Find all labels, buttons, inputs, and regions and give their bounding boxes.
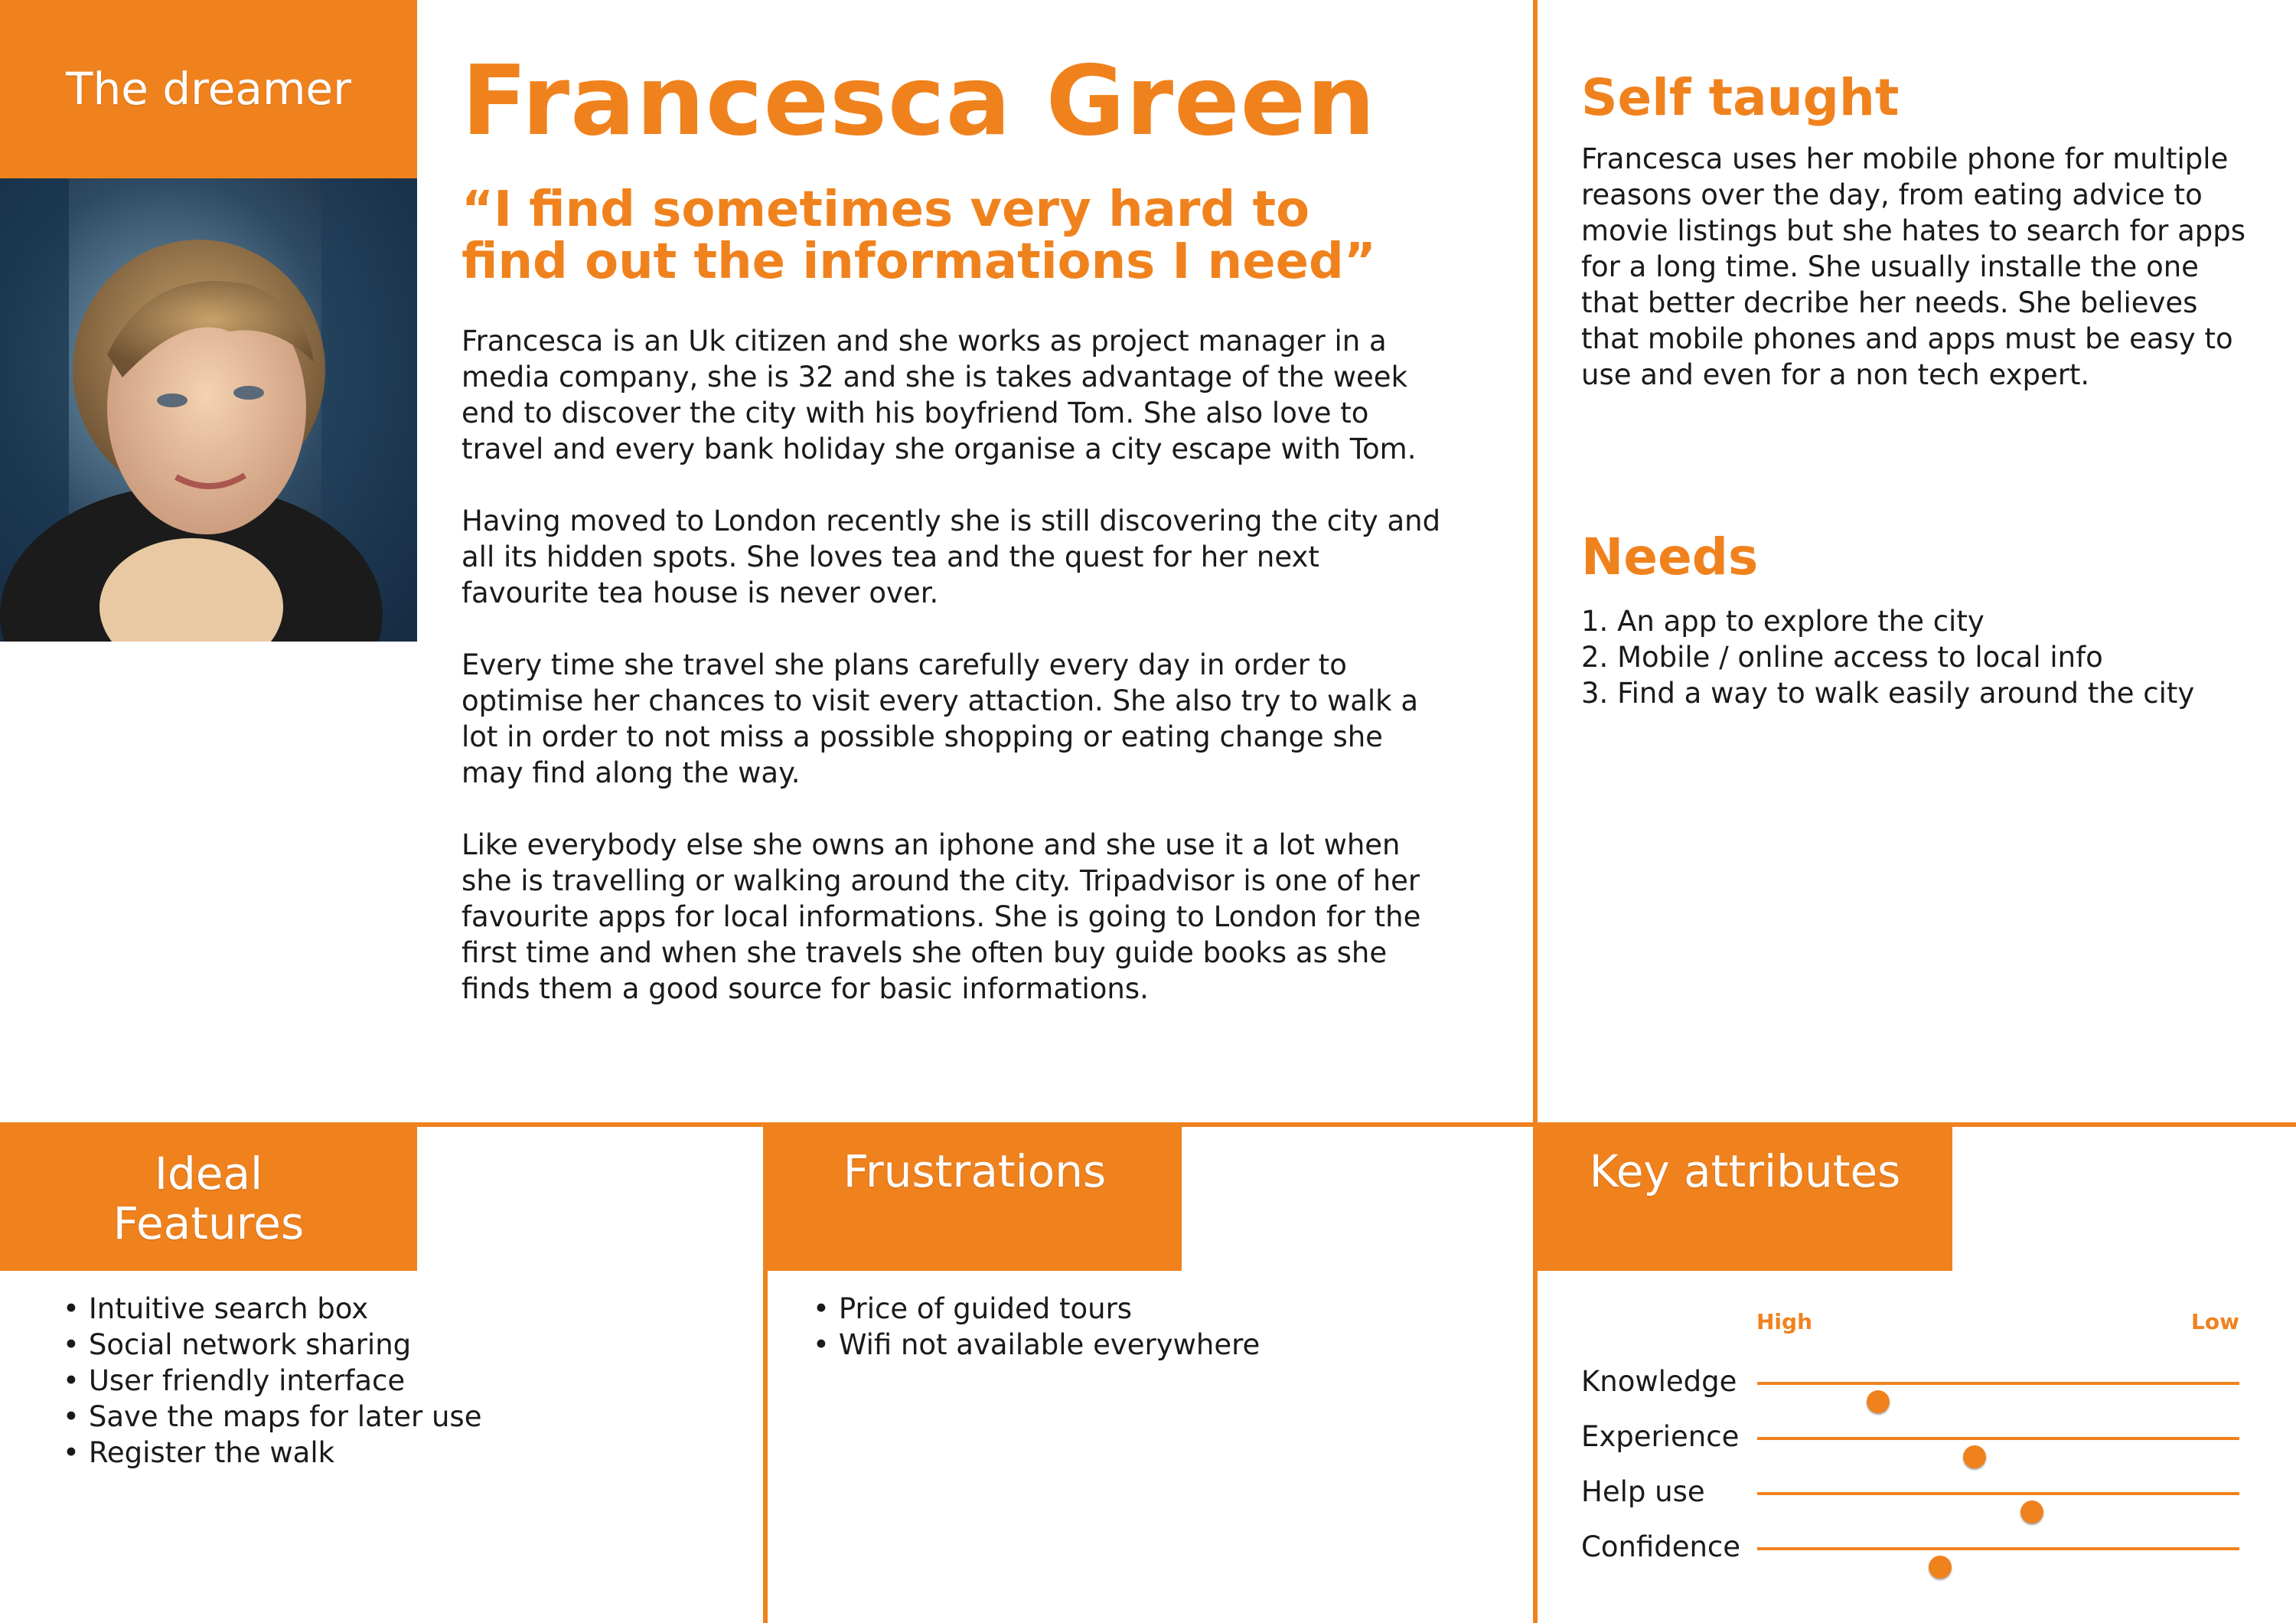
- attribute-label: Experience: [1581, 1420, 1740, 1453]
- bio-paragraph: Like everybody else she owns an iphone and she use it a lot when she is travelling or walking around the city. Tripadvisor is one of her favourite apps for local informations. She is going to London for the first time and when she travels she often buy guide books as she finds them a good source for basic informations.: [461, 828, 1421, 1005]
- ideal-feature-item: • User friendly interface: [63, 1363, 752, 1399]
- attribute-row-experience: [1581, 1418, 2239, 1456]
- persona-photo: [0, 178, 417, 642]
- ideal-feature-item: • Intuitive search box: [63, 1291, 752, 1327]
- ideal-feature-item: • Social network sharing: [63, 1327, 752, 1363]
- persona-quote: “I find sometimes very hard to find out the informations I need”: [461, 181, 1376, 290]
- attribute-knob: [1963, 1445, 1986, 1468]
- scale-high-label: High: [1756, 1309, 1813, 1334]
- attribute-track: [1757, 1382, 2239, 1385]
- attribute-track: [1757, 1492, 2239, 1495]
- attribute-label: Knowledge: [1581, 1365, 1737, 1398]
- attribute-row-confidence: [1581, 1528, 2239, 1566]
- bio-paragraph: Having moved to London recently she is still discovering the city and all its hidden spots. She loves tea and the quest for her next favourite tea house is never over.: [461, 505, 1441, 609]
- attribute-track: [1757, 1437, 2239, 1440]
- needs-item: 2. Mobile / online access to local info: [1581, 641, 2103, 674]
- frustrations-header: [768, 1127, 1182, 1271]
- persona-name: Francesca Green: [461, 44, 1376, 157]
- bio-paragraph: Francesca is an Uk citizen and she works as project manager in a media company, she is 32 and she is takes advantage of the week end to discover the city with his boyfriend Tom. She also love to travel and every bank holiday she organise a city escape with Tom.: [461, 325, 1417, 465]
- needs-item: 3. Find a way to walk easily around the city: [1581, 677, 2195, 710]
- archetype-label: [0, 0, 417, 178]
- attribute-knob: [1867, 1390, 1890, 1413]
- frustration-item: • Price of guided tours: [813, 1291, 1502, 1327]
- ideal-features-header: [0, 1127, 417, 1271]
- portrait-image: [0, 178, 417, 642]
- attribute-label: Help use: [1581, 1475, 1705, 1508]
- self-taught-text: Francesca uses her mobile phone for multiple reasons over the day, from eating advice to movie listings but she hates to search for apps for a long time. She usually installe the one that better decribe her needs. She believes that mobile phones and apps must be easy to use and even for a non tech expert.: [1581, 142, 2246, 391]
- self-taught-title: Self taught: [1581, 68, 1900, 127]
- key-attributes-title: Key attributes: [1589, 1145, 1901, 1197]
- ideal-feature-item: • Register the walk: [63, 1435, 752, 1471]
- archetype-text: The dreamer: [66, 63, 351, 116]
- frustrations-title: Frustrations: [843, 1145, 1107, 1197]
- attribute-row-knowledge: [1581, 1363, 2239, 1401]
- ideal-feature-item: • Save the maps for later use: [63, 1399, 752, 1435]
- persona-bio: [461, 323, 1441, 1043]
- needs-list: [1581, 603, 2255, 711]
- ideal-features-title-line2: Features: [113, 1197, 305, 1249]
- needs-item: 1. An app to explore the city: [1581, 605, 1985, 638]
- divider-vertical-right: [1533, 0, 1538, 1623]
- ideal-features-title-line1: Ideal: [154, 1148, 263, 1200]
- attribute-knob: [2020, 1501, 2043, 1523]
- frustration-item: • Wifi not available everywhere: [813, 1327, 1502, 1363]
- attribute-row-help-use: [1581, 1473, 2239, 1511]
- attribute-label: Confidence: [1581, 1530, 1741, 1563]
- needs-title: Needs: [1581, 527, 1759, 586]
- key-attributes-header: [1538, 1127, 1952, 1271]
- scale-low-label: Low: [2191, 1309, 2239, 1334]
- frustrations-list: [813, 1291, 1502, 1363]
- bio-paragraph: Every time she travel she plans carefully every day in order to optimise her chances to visit every attaction. She also try to walk a lot in order to not miss a possible shopping or eating change she may find along the way.: [461, 648, 1419, 789]
- attribute-track: [1757, 1547, 2239, 1550]
- ideal-features-list: [63, 1291, 752, 1471]
- attribute-knob: [1929, 1556, 1952, 1579]
